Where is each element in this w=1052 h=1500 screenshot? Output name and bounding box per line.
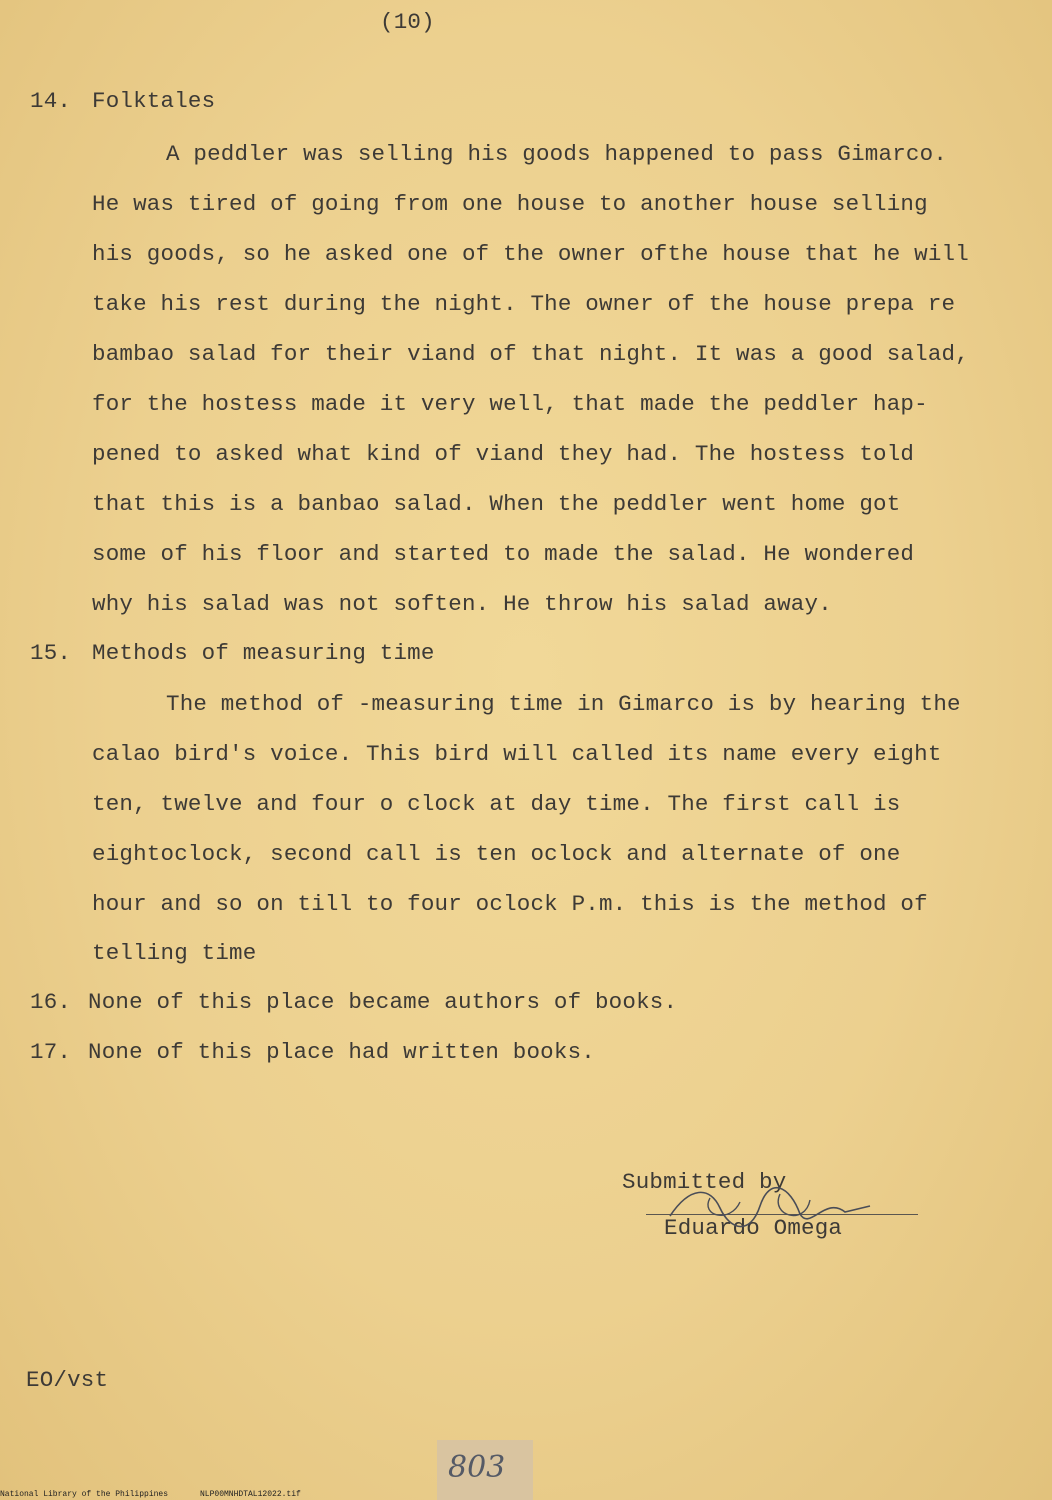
section-15-line: telling time	[92, 940, 257, 966]
section-15-line: ten, twelve and four o clock at day time. The first call is	[92, 791, 901, 817]
section-15-line: The method of -measuring time in Gimarco is by hearing the	[166, 691, 961, 717]
section-14-line: pened to asked what kind of viand they had. The hostess told	[92, 441, 915, 467]
section-14-heading: Folktales	[92, 88, 216, 114]
section-17-number: 17.	[30, 1039, 72, 1065]
section-14-line: that this is a banbao salad. When the peddler went home got	[92, 491, 901, 517]
page-number: (10)	[380, 9, 435, 35]
section-14-line: bambao salad for their viand of that night. It was a good salad,	[92, 341, 969, 367]
signature-name: Eduardo Omega	[664, 1215, 843, 1241]
section-14-number: 14.	[30, 88, 72, 114]
handwritten-signature	[640, 1176, 880, 1246]
section-14-line: take his rest during the night. The owner of the house prepa re	[92, 291, 956, 317]
section-14-line: for the hostess made it very well, that made the peddler hap-	[92, 391, 928, 417]
footer-library: National Library of the Philippines	[0, 1490, 169, 1499]
footer-filename: NLP00MNHDTAL12022.tif	[200, 1490, 301, 1499]
section-14-line: A peddler was selling his goods happened to pass Gimarco.	[166, 141, 948, 167]
section-15-heading: Methods of measuring time	[92, 640, 435, 666]
handwritten-page-number: 803	[448, 1450, 506, 1485]
typist-initials: EO/vst	[26, 1367, 109, 1393]
section-14-line: He was tired of going from one house to another house selling	[92, 191, 928, 217]
section-16-text: None of this place became authors of books.	[88, 989, 678, 1015]
section-15-line: hour and so on till to four oclock P.m. this is the method of	[92, 891, 928, 917]
signature-block	[620, 1168, 940, 1258]
section-17-text: None of this place had written books.	[88, 1039, 595, 1065]
section-15-line: calao bird's voice. This bird will called its name every eight	[92, 741, 942, 767]
section-14-line: why his salad was not soften. He throw his salad away.	[92, 591, 832, 617]
section-15-line: eightoclock, second call is ten oclock and alternate of one	[92, 841, 901, 867]
section-14-line: some of his floor and started to made the salad. He wondered	[92, 541, 915, 567]
section-16-number: 16.	[30, 989, 72, 1015]
section-14-line: his goods, so he asked one of the owner ofthe house that he will	[92, 241, 969, 267]
section-15-number: 15.	[30, 640, 72, 666]
signature-label: Submitted by	[622, 1169, 787, 1195]
